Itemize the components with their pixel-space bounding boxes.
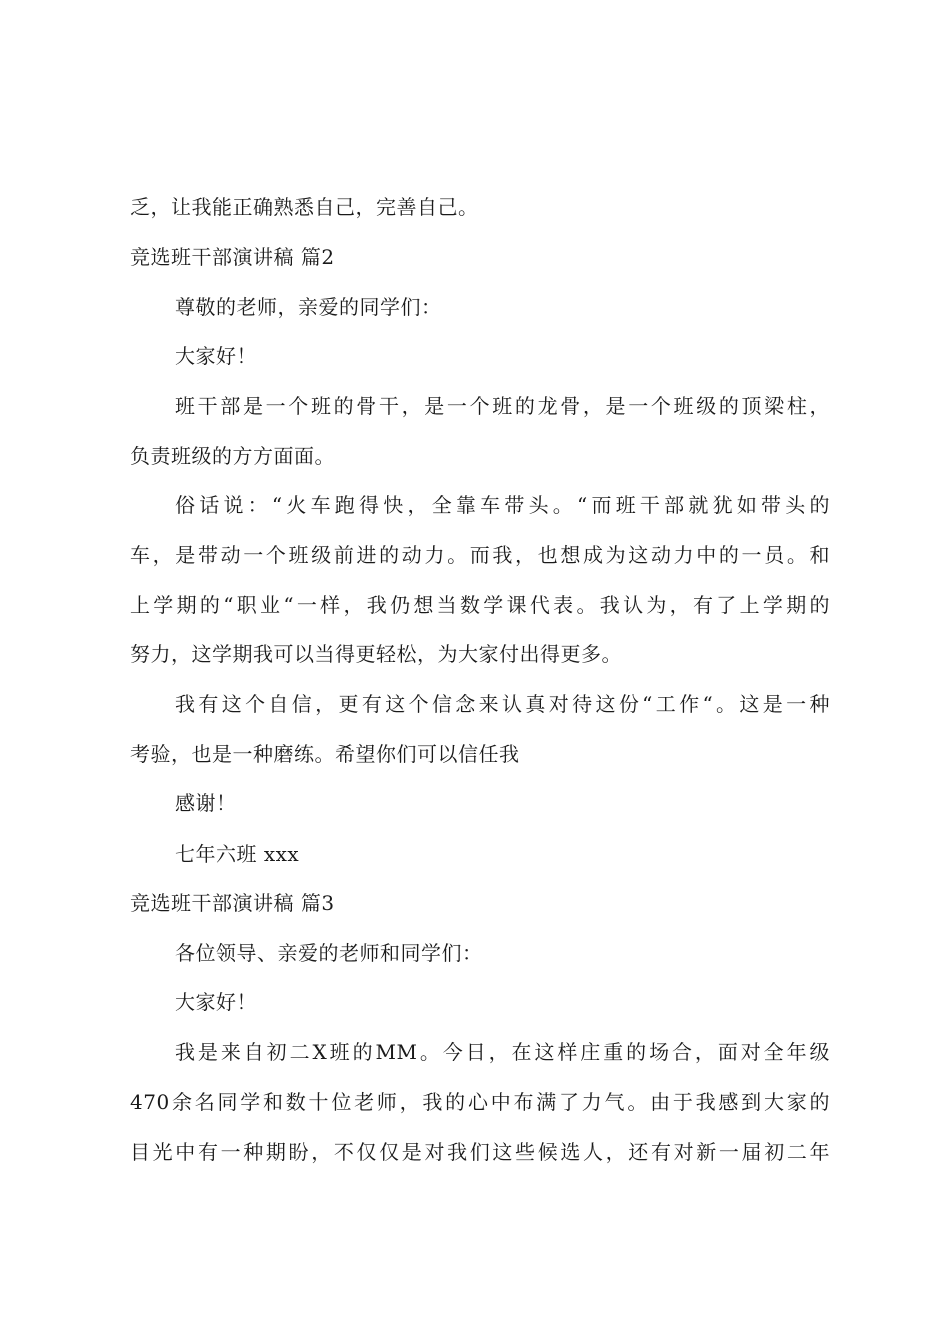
text-line: 上学期的“职业“一样，我仍想当数学课代表。我认为，有了上学期的 (130, 593, 830, 617)
text-line: 努力，这学期我可以当得更轻松，为大家付出得更多。 (130, 642, 622, 666)
text-line: 乏，让我能正确熟悉自己，完善自己。 (130, 195, 479, 219)
greeting: 大家好！ (175, 990, 257, 1014)
section-heading: 竞选班干部演讲稿 篇3 (130, 891, 335, 915)
text-line: 我是来自初二X班的MM。今日，在这样庄重的场合，面对全年级 (175, 1040, 830, 1064)
text-line: 470余名同学和数十位老师，我的心中布满了力气。由于我感到大家的 (130, 1090, 830, 1114)
greeting: 大家好！ (175, 344, 257, 368)
thanks-line: 感谢！ (175, 791, 237, 815)
text-line: 我有这个自信，更有这个信念来认真对待这份“工作“。这是一种 (175, 692, 830, 716)
section-heading: 竞选班干部演讲稿 篇2 (130, 245, 335, 269)
text-line: 负责班级的方方面面。 (130, 444, 335, 468)
text-line: 车，是带动一个班级前进的动力。而我，也想成为这动力中的一员。和 (130, 543, 830, 567)
signature-line: 七年六班 xxx (175, 842, 300, 866)
salutation: 各位领导、亲爱的老师和同学们： (175, 941, 483, 965)
text-line: 俗话说：“火车跑得快，全靠车带头。“而班干部就犹如带头的 (175, 493, 830, 517)
text-line: 班干部是一个班的骨干，是一个班的龙骨，是一个班级的顶梁柱， (175, 394, 830, 418)
text-line: 考验，也是一种磨练。希望你们可以信任我 (130, 742, 520, 766)
salutation: 尊敬的老师，亲爱的同学们： (175, 295, 442, 319)
text-line: 目光中有一种期盼，不仅仅是对我们这些候选人，还有对新一届初二年 (130, 1140, 830, 1164)
